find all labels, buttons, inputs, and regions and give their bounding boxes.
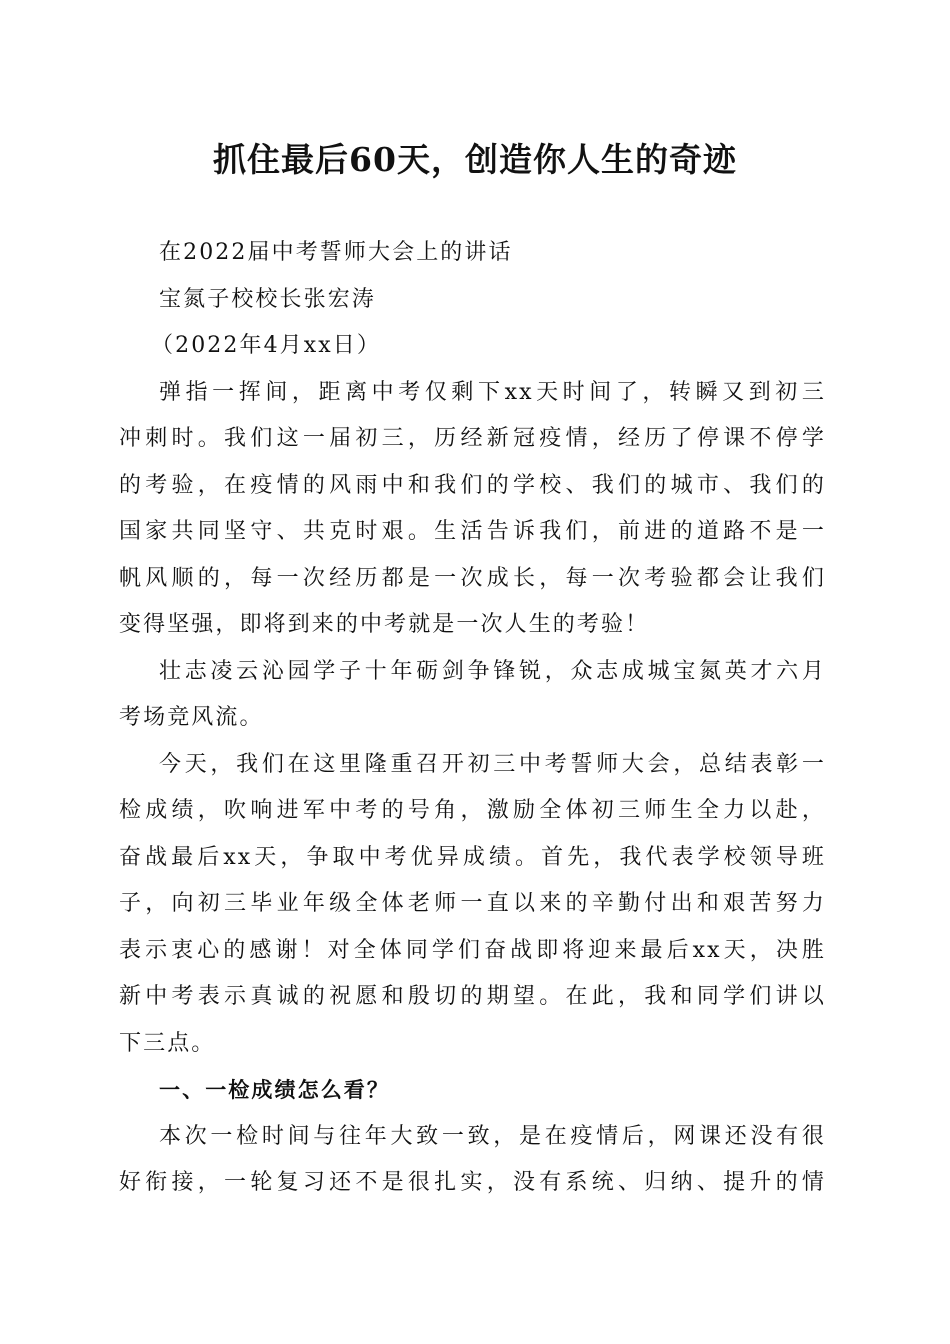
paragraph-line: 冲刺时。我们这一届初三，历经新冠疫情，经历了停课不停学 <box>119 426 826 451</box>
speech-date: （2022年4月xx日） <box>151 333 382 358</box>
paragraph-line: 好衔接，一轮复习还不是很扎实，没有系统、归纳、提升的情 <box>119 1170 826 1195</box>
speech-subtitle: 在2022届中考誓师大会上的讲话 <box>159 240 513 265</box>
paragraph-line: 今天，我们在这里隆重召开初三中考誓师大会，总结表彰一 <box>159 751 826 777</box>
paragraph-line: 表示衷心的感谢！对全体同学们奋战即将迎来最后xx天，决胜 <box>119 937 826 963</box>
paragraph-line: 的考验，在疫情的风雨中和我们的学校、我们的城市、我们的 <box>119 472 826 498</box>
paragraph-line: 本次一检时间与往年大致一致，是在疫情后，网课还没有很 <box>159 1123 826 1149</box>
section-heading: 一、一检成绩怎么看？ <box>159 1078 390 1102</box>
paragraph-line: 帆风顺的，每一次经历都是一次成长，每一次考验都会让我们 <box>119 565 826 591</box>
paragraph-line: 变得坚强，即将到来的中考就是一次人生的考验！ <box>119 612 650 637</box>
paragraph-line: 弹指一挥间，距离中考仅剩下xx天时间了，转瞬又到初三 <box>159 379 826 405</box>
paragraph-line: 子，向初三毕业年级全体老师一直以来的辛勤付出和艰苦努力 <box>119 891 826 916</box>
document-title: 抓住最后60天，创造你人生的奇迹 <box>213 140 737 179</box>
paragraph-line: 国家共同坚守、共克时艰。生活告诉我们，前进的道路不是一 <box>119 519 826 544</box>
paragraph-line: 下三点。 <box>119 1030 216 1056</box>
paragraph-line: 考场竞风流。 <box>119 705 264 730</box>
speech-author: 宝氮子校校长张宏涛 <box>159 286 376 312</box>
paragraph-line: 新中考表示真诚的祝愿和殷切的期望。在此，我和同学们讲以 <box>119 984 826 1009</box>
paragraph-line: 壮志凌云沁园学子十年砺剑争锋锐，众志成城宝氮英才六月 <box>159 658 826 684</box>
paragraph-line: 检成绩，吹响进军中考的号角，激励全体初三师生全力以赴， <box>119 798 826 823</box>
paragraph-line: 奋战最后xx天，争取中考优异成绩。首先，我代表学校领导班 <box>119 844 826 870</box>
document-body <box>119 230 826 1207</box>
